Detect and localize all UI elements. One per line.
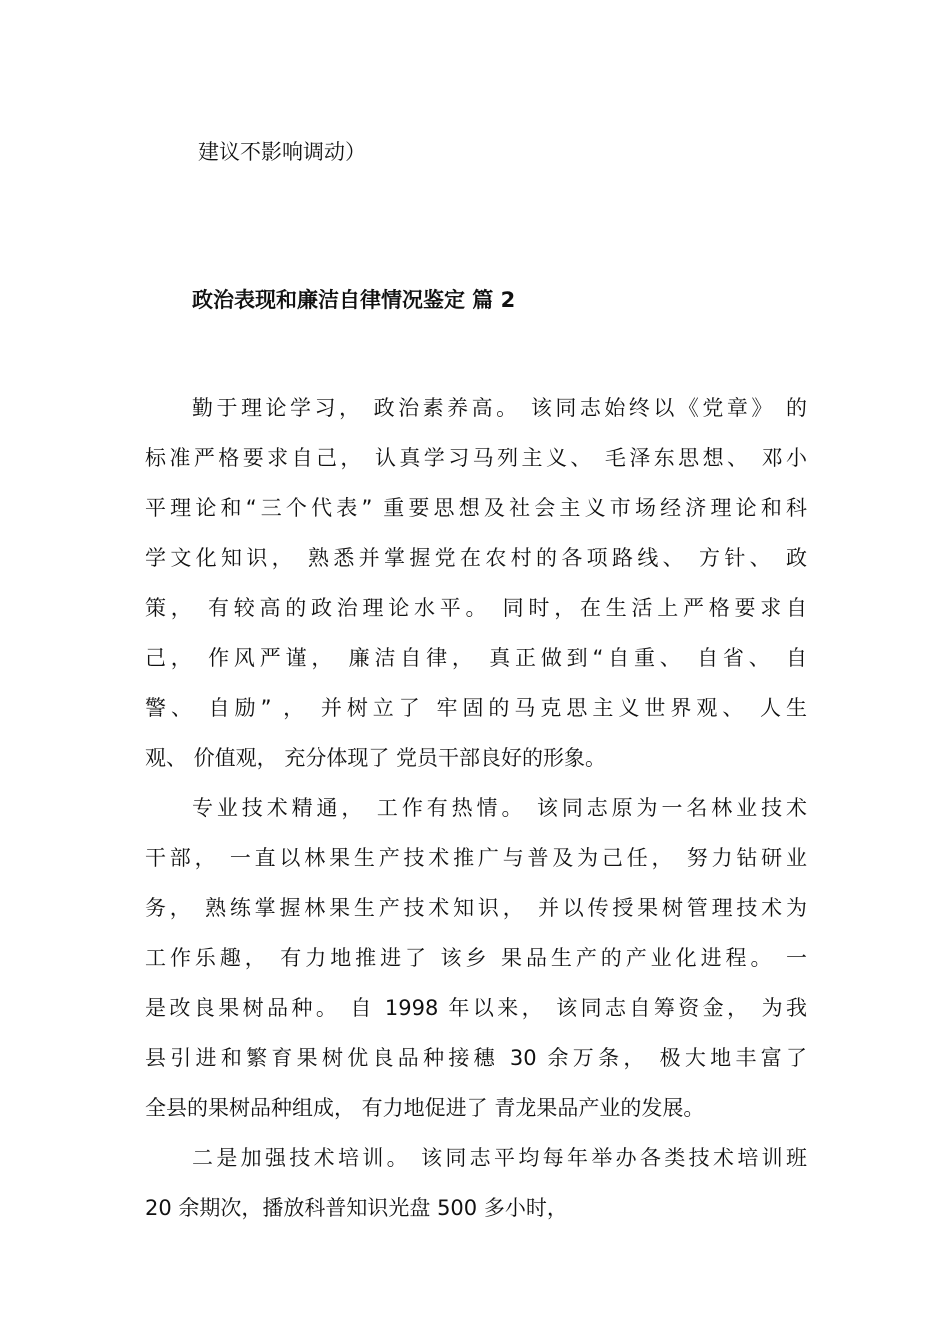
- text-line: 观、 价值观， 充分体现了 党员干部良好的形象。: [145, 746, 607, 770]
- paragraph-technical: [145, 783, 807, 1133]
- text-line: 勤于理论学习， 政治素养高。 该同志始终以《党章》 的: [192, 396, 807, 420]
- paragraph-political: [145, 383, 807, 783]
- text-line: 警、 自励” ， 并树立了 牢固的马克思主义世界观、 人生: [145, 696, 807, 720]
- text-line: 县引进和繁育果树优良品种接穗 30 余万条， 极大地丰富了: [145, 1046, 807, 1070]
- text-line: 专业技术精通， 工作有热情。 该同志原为一名林业技术: [192, 796, 807, 820]
- text-line: 己， 作风严谨， 廉洁自律， 真正做到“自重、 自省、 自: [145, 646, 807, 670]
- text-line: 标准严格要求自己， 认真学习马列主义、 毛泽东思想、 邓小: [145, 446, 807, 470]
- text-line: 学文化知识， 熟悉并掌握党在农村的各项路线、 方针、 政: [145, 546, 807, 570]
- text-line: 全县的果树品种组成， 有力地促进了 青龙果品产业的发展。: [145, 1096, 705, 1120]
- text-line: 干部， 一直以林果生产技术推广与普及为己任， 努力钻研业: [145, 846, 807, 870]
- text-line: 工作乐趣， 有力地推进了 该乡 果品生产的产业化进程。 一: [145, 946, 807, 970]
- text-line: 策， 有较高的政治理论水平。 同时，在生活上严格要求自: [145, 596, 807, 620]
- paragraph-training: [145, 1133, 807, 1233]
- text-line: 是改良果树品种。 自 1998 年以来， 该同志自筹资金， 为我: [145, 996, 807, 1020]
- section-heading: 政治表现和廉洁自律情况鉴定 篇 2: [192, 288, 516, 312]
- carryover-text: 建议不影响调动）: [198, 140, 366, 164]
- text-line: 20 余期次，播放科普知识光盘 500 多小时，: [145, 1196, 568, 1220]
- text-line: 二是加强技术培训。 该同志平均每年举办各类技术培训班: [192, 1146, 807, 1170]
- text-line: 务， 熟练掌握林果生产技术知识， 并以传授果树管理技术为: [145, 896, 807, 920]
- body-text: [145, 383, 807, 1233]
- text-line: 平理论和“三个代表” 重要思想及社会主义市场经济理论和科: [145, 496, 807, 520]
